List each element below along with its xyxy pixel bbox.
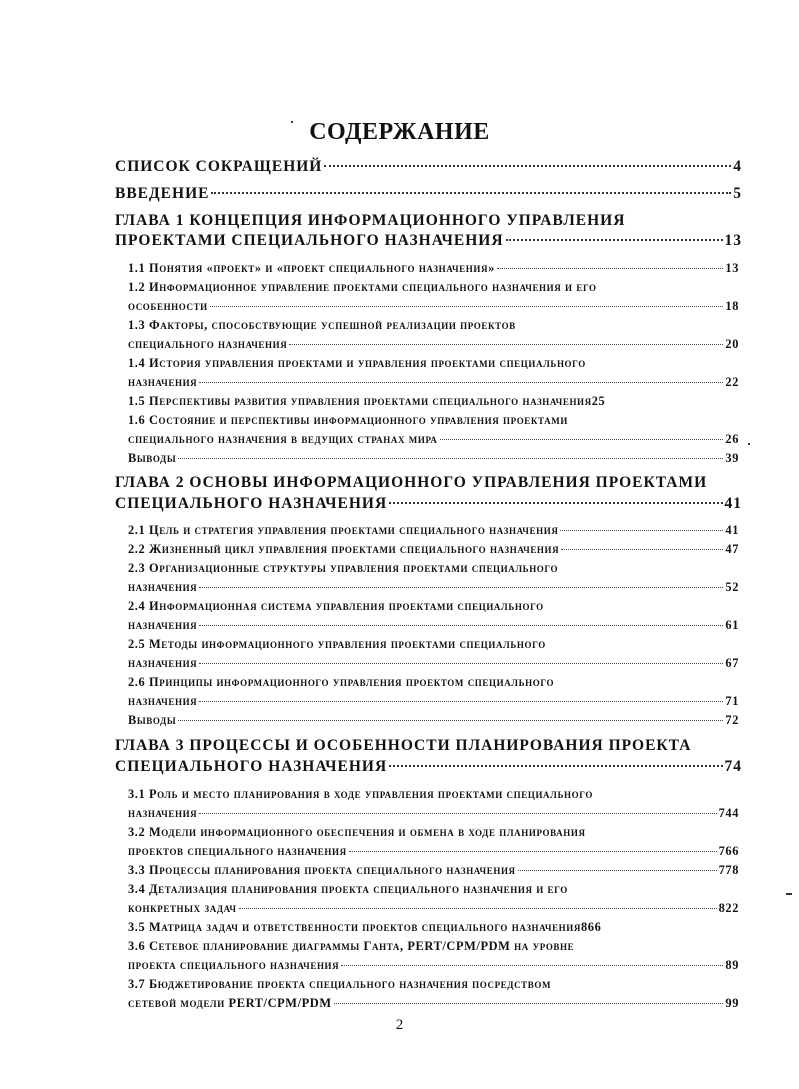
section-page: 67 xyxy=(725,656,739,670)
dot-leader xyxy=(199,663,723,664)
toc-section-3-3[interactable] xyxy=(128,860,739,880)
toc-section-1-4-end[interactable] xyxy=(128,372,739,392)
toc-entry-introduction[interactable] xyxy=(115,184,742,204)
toc-section-2-6-end[interactable] xyxy=(128,691,739,711)
toc-section-1-6-end[interactable] xyxy=(128,429,739,449)
section-title: назначения xyxy=(128,656,198,670)
section-title: назначения xyxy=(128,618,198,632)
section-title: проектов специального назначения xyxy=(128,844,347,858)
section-page: 99 xyxy=(725,996,739,1010)
toc-entry-title: СПИСОК СОКРАЩЕНИЙ xyxy=(115,158,323,175)
section-title: конкретных задач xyxy=(128,901,237,915)
dot-leader xyxy=(497,268,724,269)
section-title: специального назначения в ведущих странах мира xyxy=(128,432,438,446)
chapter-2-heading[interactable]: ГЛАВА 2 ОСНОВЫ ИНФОРМАЦИОННОГО УПРАВЛЕНИЯ ПРОЕКТАМИ xyxy=(115,474,708,491)
toc-section-1-5[interactable]: 1.5 Перспективы развития управления проектами специального назначения25 xyxy=(128,394,606,408)
toc-section-3-1-end[interactable] xyxy=(128,803,739,823)
toc-section-3-6-end[interactable] xyxy=(128,955,739,975)
toc-section-2-2[interactable] xyxy=(128,539,739,559)
section-page: 22 xyxy=(725,375,739,389)
toc-section-1-2-end[interactable] xyxy=(128,296,739,316)
section-page: 52 xyxy=(725,580,739,594)
chapter-3-heading[interactable]: ГЛАВА 3 ПРОЦЕССЫ И ОСОБЕННОСТИ ПЛАНИРОВАНИЯ ПРОЕКТА xyxy=(115,737,692,754)
toc-section-3-5[interactable]: 3.5 Матрица задач и ответственности проектов специального назначения866 xyxy=(128,920,602,934)
dot-leader xyxy=(334,1003,724,1004)
section-page: 766 xyxy=(718,844,739,858)
section-title: сетевой модели PERT/CPM/PDM xyxy=(128,996,332,1010)
dot-leader xyxy=(289,344,723,345)
dot-leader xyxy=(239,908,717,909)
toc-section-1-3[interactable]: 1.3 Факторы, способствующие успешной реализации проектов xyxy=(128,318,516,332)
section-page: 26 xyxy=(725,432,739,446)
toc-entry-page: 41 xyxy=(724,495,742,512)
dot-leader xyxy=(440,439,724,440)
section-title: 3.3 Процессы планирования проекта специального назначения xyxy=(128,863,516,877)
section-title: Выводы xyxy=(128,451,177,465)
chapter-1-heading-end[interactable] xyxy=(115,231,742,251)
section-title: назначения xyxy=(128,580,198,594)
dot-leader xyxy=(178,720,723,721)
section-page: 41 xyxy=(725,523,739,537)
toc-section-2-1[interactable] xyxy=(128,520,739,540)
toc-section-3-4-end[interactable] xyxy=(128,898,739,918)
toc-entry-abbreviations[interactable] xyxy=(115,157,742,177)
toc-entry-title: СПЕЦИАЛЬНОГО НАЗНАЧЕНИЯ xyxy=(115,758,388,775)
section-page: 20 xyxy=(725,337,739,351)
dot-leader xyxy=(506,239,723,241)
toc-section-2-5[interactable]: 2.5 Методы информационного управления проектами специального xyxy=(128,637,546,651)
section-page: 39 xyxy=(725,451,739,465)
section-page: 18 xyxy=(725,299,739,313)
section-page: 744 xyxy=(718,806,739,820)
section-title: 1.1 Понятия «проект» и «проект специального назначения» xyxy=(128,261,495,275)
dot-leader xyxy=(560,530,723,531)
toc-section-3-1[interactable]: 3.1 Роль и место планирования в ходе управления проектами специального xyxy=(128,787,593,801)
toc-entry-page: 74 xyxy=(724,758,742,775)
toc-section-3-2[interactable]: 3.2 Модели информационного обеспечения и обмена в ходе планирования xyxy=(128,825,586,839)
chapter-2-heading-end[interactable] xyxy=(115,494,742,514)
section-title: 2.2 Жизненный цикл управления проектами специального назначения xyxy=(128,542,560,556)
dot-leader xyxy=(199,701,723,702)
toc-entry-title: ВВЕДЕНИЕ xyxy=(115,185,210,202)
dot-leader xyxy=(199,382,723,383)
dot-leader xyxy=(211,192,731,194)
dot-leader xyxy=(389,502,722,504)
toc-section-2-3-end[interactable] xyxy=(128,577,739,597)
toc-section-2-6[interactable]: 2.6 Принципы информационного управления проектом специального xyxy=(128,675,555,689)
toc-section-1-conclusions[interactable] xyxy=(128,448,739,468)
toc-section-1-1[interactable] xyxy=(128,258,739,278)
toc-section-2-conclusions[interactable] xyxy=(128,710,739,730)
toc-section-2-3[interactable]: 2.3 Организационные структуры управления проектами специального xyxy=(128,561,559,575)
page-number: 2 xyxy=(395,1017,404,1033)
section-page: 61 xyxy=(725,618,739,632)
dot-leader xyxy=(341,965,723,966)
dot-leader xyxy=(561,549,723,550)
section-title: назначения xyxy=(128,694,198,708)
section-page: 778 xyxy=(718,863,739,877)
toc-section-2-4-end[interactable] xyxy=(128,615,739,635)
toc-entry-page: 4 xyxy=(733,158,742,175)
section-title: 2.1 Цель и стратегия управления проектами специального назначения xyxy=(128,523,559,537)
toc-entry-title: СПЕЦИАЛЬНОГО НАЗНАЧЕНИЯ xyxy=(115,495,388,512)
toc-section-1-4[interactable]: 1.4 История управления проектами и управления проектами специального xyxy=(128,356,586,370)
chapter-1-heading[interactable]: ГЛАВА 1 КОНЦЕПЦИЯ ИНФОРМАЦИОННОГО УПРАВЛЕНИЯ xyxy=(115,212,626,229)
section-title: назначения xyxy=(128,375,198,389)
section-title: проекта специального назначения xyxy=(128,958,340,972)
toc-section-3-4[interactable]: 3.4 Детализация планирования проекта специального назначения и его xyxy=(128,882,568,896)
section-page: 89 xyxy=(725,958,739,972)
section-title: особенности xyxy=(128,299,208,313)
section-page: 13 xyxy=(725,261,739,275)
toc-entry-page: 13 xyxy=(724,232,742,249)
toc-section-1-3-end[interactable] xyxy=(128,334,739,354)
scan-speck xyxy=(786,893,792,895)
section-title: Выводы xyxy=(128,713,177,727)
section-title: специального назначения xyxy=(128,337,288,351)
section-page: 47 xyxy=(725,542,739,556)
toc-section-1-2[interactable]: 1.2 Информационное управление проектами специального назначения и его xyxy=(128,280,597,294)
section-page: 72 xyxy=(725,713,739,727)
scan-speck xyxy=(748,443,750,445)
dot-leader xyxy=(349,851,717,852)
scan-speck xyxy=(291,121,293,123)
dot-leader xyxy=(518,870,717,871)
dot-leader xyxy=(199,813,716,814)
toc-section-3-7-end[interactable] xyxy=(128,993,739,1013)
dot-leader xyxy=(199,625,723,626)
dot-leader xyxy=(389,765,722,767)
dot-leader xyxy=(324,165,731,167)
section-title: назначения xyxy=(128,806,198,820)
page-title: СОДЕРЖАНИЕ xyxy=(309,119,490,145)
dot-leader xyxy=(199,587,723,588)
toc-section-2-4[interactable]: 2.4 Информационная система управления проектами специального xyxy=(128,599,544,613)
toc-section-2-5-end[interactable] xyxy=(128,653,739,673)
toc-section-3-7[interactable]: 3.7 Бюджетирование проекта специального назначения посредством xyxy=(128,977,552,991)
toc-section-3-6[interactable]: 3.6 Сетевое планирование диаграммы Ганта, PERT/CPM/PDM на уровне xyxy=(128,939,575,953)
toc-section-1-6[interactable]: 1.6 Состояние и перспективы информационного управления проектами xyxy=(128,413,568,427)
dot-leader xyxy=(178,458,723,459)
toc-entry-title: ПРОЕКТАМИ СПЕЦИАЛЬНОГО НАЗНАЧЕНИЯ xyxy=(115,232,504,249)
dot-leader xyxy=(210,306,724,307)
toc-entry-page: 5 xyxy=(733,185,742,202)
section-page: 822 xyxy=(718,901,739,915)
chapter-3-heading-end[interactable] xyxy=(115,757,742,777)
section-page: 71 xyxy=(725,694,739,708)
toc-section-3-2-end[interactable] xyxy=(128,841,739,861)
